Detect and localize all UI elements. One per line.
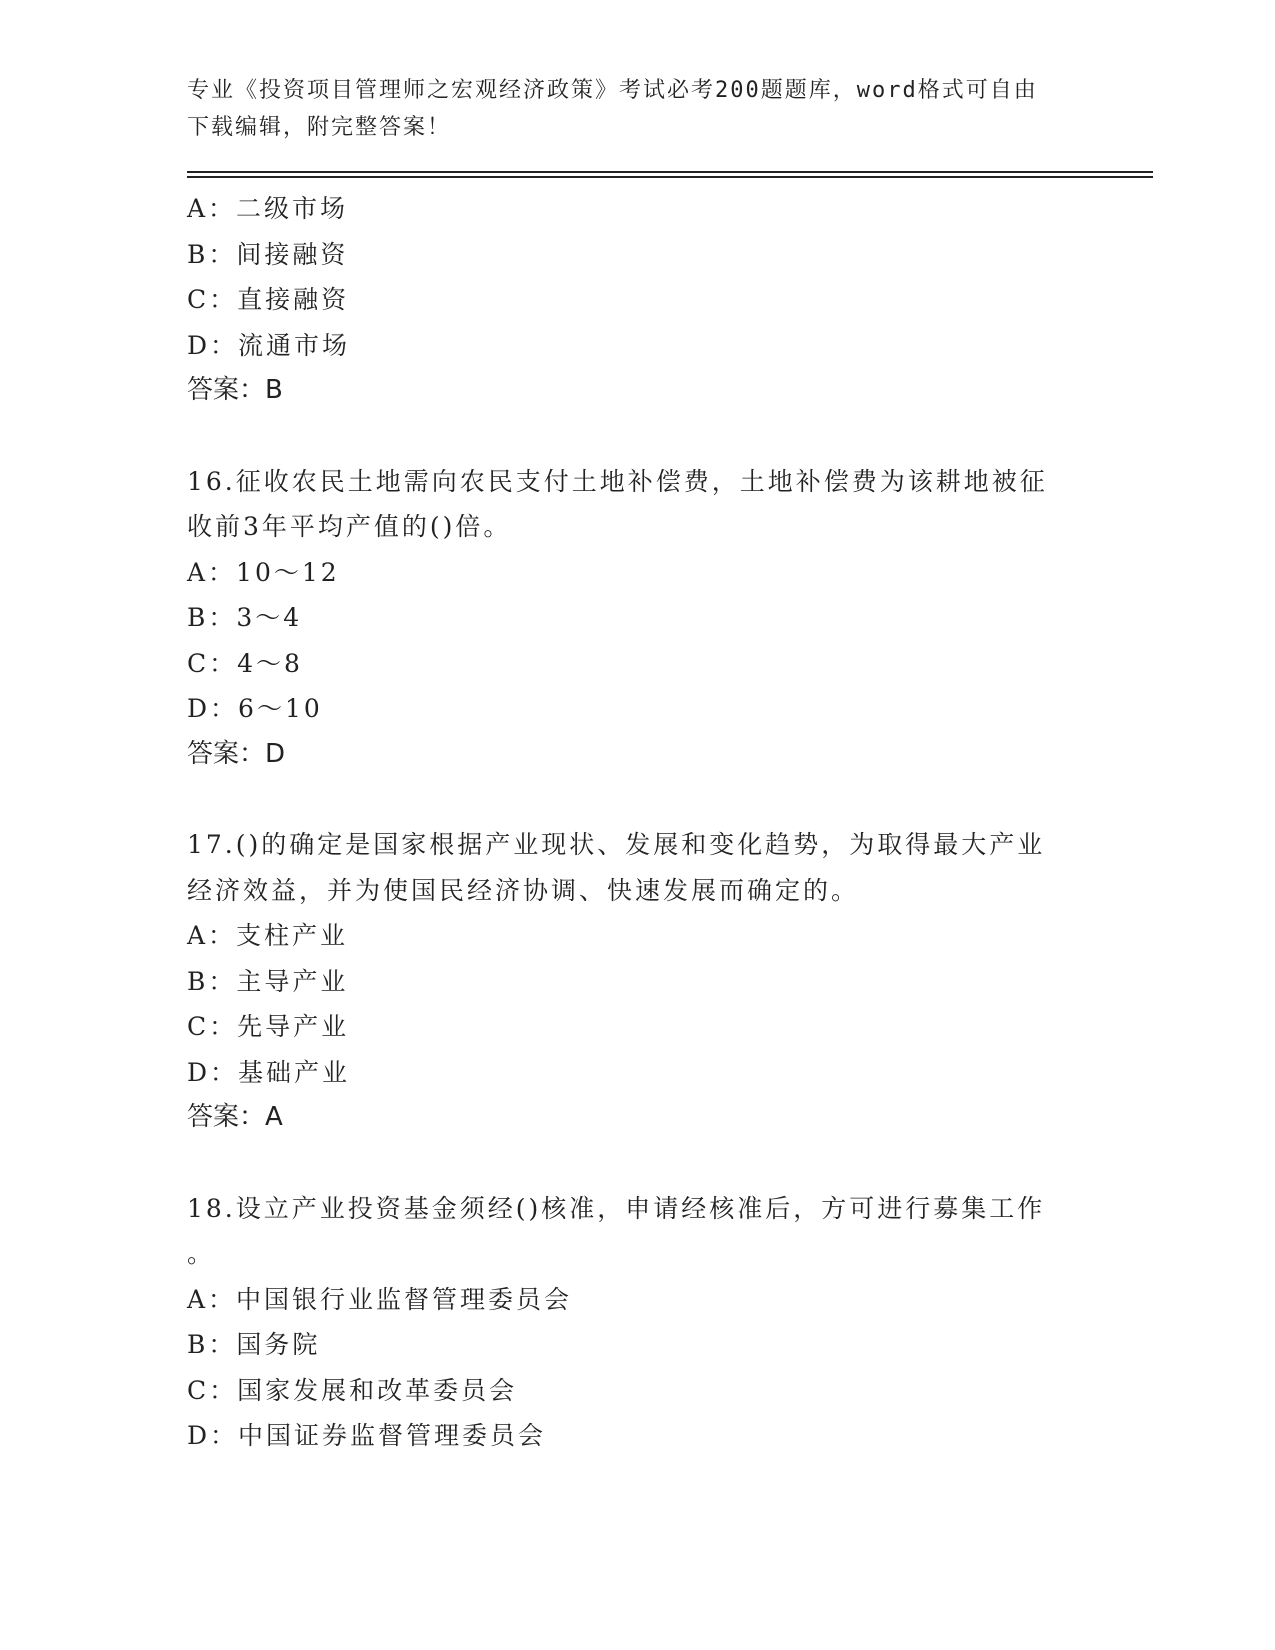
option-a: A：二级市场: [187, 194, 349, 223]
question-list: [187, 186, 1087, 1459]
option-b: B：3～4: [187, 603, 303, 632]
question-15: [187, 186, 1087, 414]
document-header: [187, 72, 1067, 146]
option-c: C：先导产业: [187, 1012, 350, 1041]
option-a: A：支柱产业: [187, 921, 349, 950]
answer-label: 答案：A: [187, 1102, 283, 1132]
option-d: D：6～10: [187, 694, 323, 723]
answer-label: 答案：D: [187, 738, 286, 769]
question-text-line-2: 经济效益，并为使国民经济协调、快速发展而确定的。: [187, 875, 860, 905]
question-text-line-2: 收前3年平均产值的()倍。: [187, 512, 512, 541]
option-a: A：中国银行业监督管理委员会: [187, 1284, 573, 1314]
question-text: [187, 822, 1087, 913]
header-line-1: 专业《投资项目管理师之宏观经济政策》考试必考200题题库，word格式可自由: [187, 78, 1038, 103]
option-d: D：基础产业: [187, 1057, 351, 1087]
question-text-line-2: 。: [187, 1239, 216, 1268]
question-17: [187, 822, 1087, 1141]
question-text-line-1: 18.设立产业投资基金须经()核准，申请经核准后，方可进行募集工作: [187, 1193, 1046, 1223]
option-c: C：直接融资: [187, 285, 350, 314]
question-16: [187, 459, 1087, 778]
question-18: [187, 1186, 1087, 1459]
header-line-2: 下载编辑，附完整答案！: [187, 115, 452, 140]
option-d: D：中国证券监督管理委员会: [187, 1421, 547, 1450]
option-a: A：10～12: [187, 557, 340, 587]
option-b: B：主导产业: [187, 966, 349, 996]
option-c: C：国家发展和改革委员会: [187, 1375, 518, 1405]
header-divider-bottom: [187, 176, 1153, 178]
question-text-line-1: 17.()的确定是国家根据产业现状、发展和变化趋势，为取得最大产业: [187, 830, 1046, 859]
question-text-line-1: 16.征收农民土地需向农民支付土地补偿费，土地补偿费为该耕地被征: [187, 466, 1048, 496]
answer-label: 答案：B: [187, 375, 283, 405]
question-text: [187, 459, 1087, 550]
question-text: [187, 1186, 1087, 1277]
option-b: B：间接融资: [187, 239, 349, 269]
option-b: B：国务院: [187, 1330, 321, 1359]
header-divider-top: [187, 171, 1153, 173]
option-c: C：4～8: [187, 648, 303, 678]
option-d: D：流通市场: [187, 330, 351, 360]
